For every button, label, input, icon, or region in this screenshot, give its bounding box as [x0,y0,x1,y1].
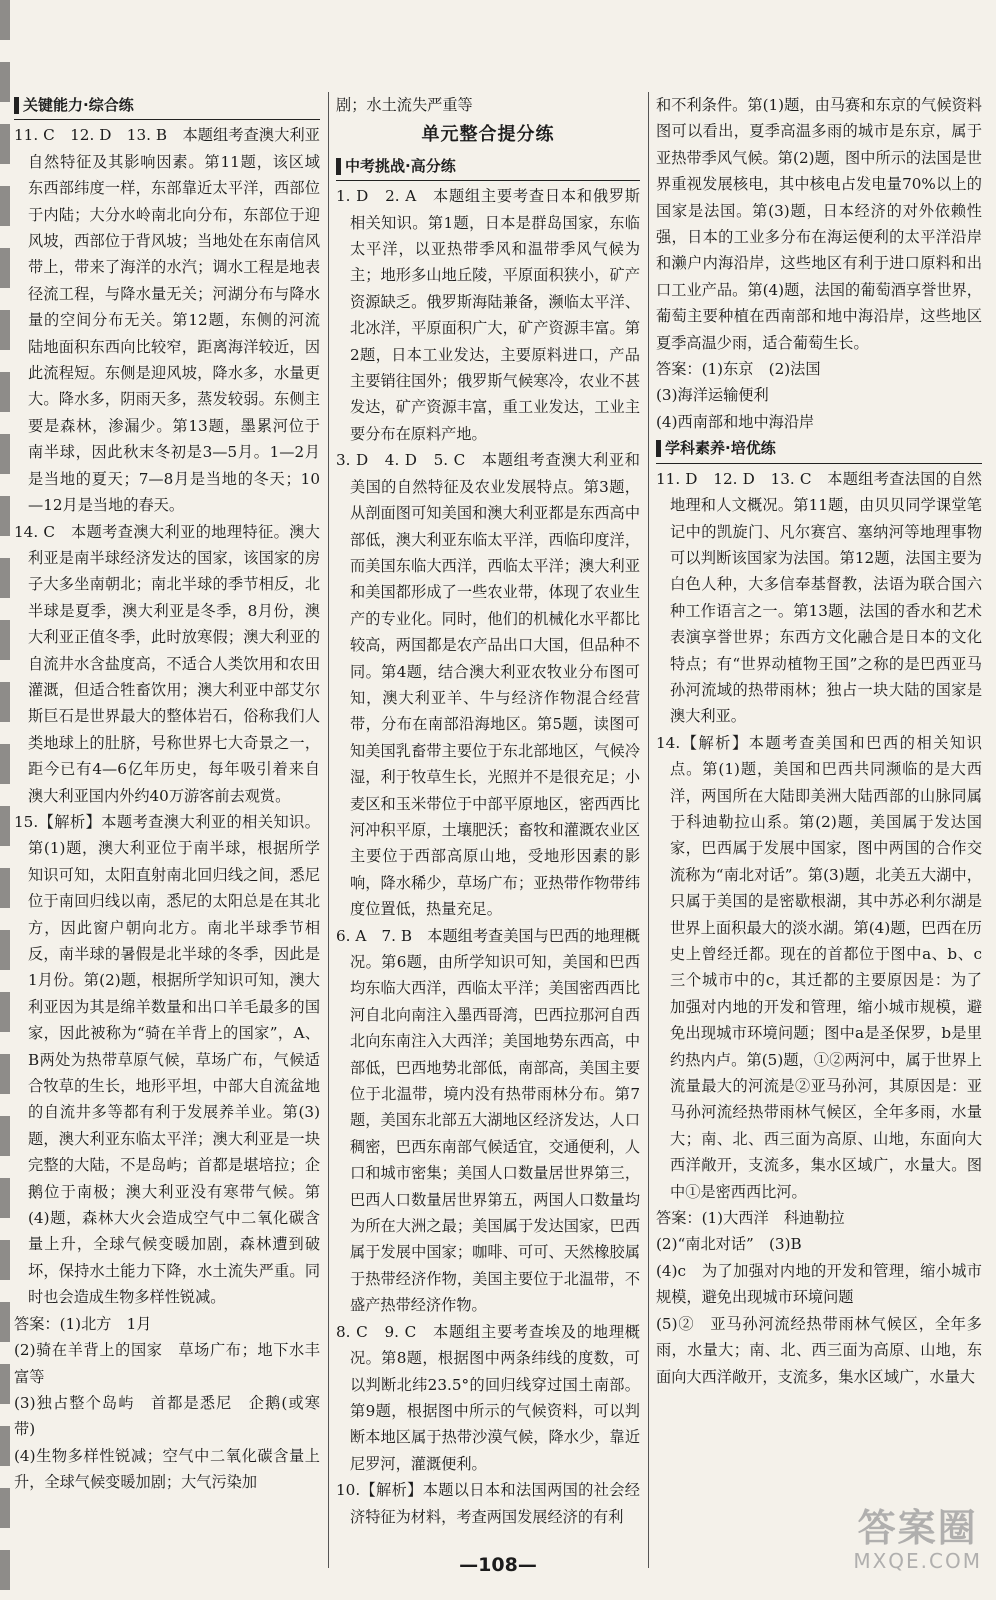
answer-paragraph: 1. D 2. A 本题组主要考查日本和俄罗斯相关知识。第1题，日本是群岛国家，东临太平洋，以亚热带季风和温带季风气候为主；地形多山地丘陵，平原面积狭小，矿产资源缺乏。俄罗斯海陆兼备，濒临太平洋、北冰洋，平原面积广大，矿产资源丰富。第2题，日本工业发达，主要原料进口，产品主要销往国外；俄罗斯气候寒冷，农业不甚发达，矿产资源丰富，重工业发达，工业主要分布在原料产地。 [336,187,640,443]
section-header-key-ability [14,92,320,120]
answer-line: (4)c 为了加强对内地的开发和管理，缩小城市规模，避免出现城市环境问题 [656,1261,982,1307]
section-marker-icon [656,440,661,457]
answer-line: (3)海洋运输便利 [656,386,769,405]
answer-paragraph: 11. D 12. D 13. C 本题组考查法国的自然地理和人文概况。第11题，由贝贝同学课堂笔记中的凯旋门、凡尔赛宫、塞纳河等地理事物可以判断该国家为法国。第12题，法国主要为白色人种，大多信奉基督教，法语为联合国六种工作语言之一。第13题，法国的香水和艺术表演享誉世界；东西方文化融合是日本的文化特点；有“世界动植物王国”之称的是巴西亚马孙河流域的热带雨林；独占一块大陆的国家是澳大利亚。 [656,469,982,726]
answer-line: 答案：(1)东京 (2)法国 [656,360,821,379]
answer-paragraph: 15.【解析】本题考查澳大利亚的相关知识。第(1)题，澳大利亚位于南半球，根据所学知识可知，太阳直射南北回归线之间，悉尼位于南回归线以南，悉尼的太阳总是在其北方，因此窗户朝向北方。南北半球季节相反，南半球的暑假是北半球的冬季，因此是1月份。第(2)题，根据所学知识可知，澳大利亚因为其是绵羊数量和出口羊毛最多的国家，因此被称为“骑在羊背上的国家”，A、B两处为热带草原气候，草场广布，气候适合牧草的生长，地形平坦，中部大自流盆地的自流井多等都有利于发展养羊业。第(3)题，澳大利亚东临太平洋；澳大利亚是一块完整的大陆，不是岛屿；首都是堪培拉；企鹅位于南极；澳大利亚没有寒带气候。第(4)题，森林大火会造成空气中二氧化碳含量上升，全球气候变暖加剧，森林遭到破坏，保持水土能力下降，水土流失严重。同时也会造成生物多样性锐减。 [14,812,320,1307]
continued-paragraph: 和不利条件。第(1)题，由马赛和东京的气候资料图可以看出，夏季高温多雨的城市是东京，属于亚热带季风气候。第(2)题，图中所示的法国是世界重视发展核电，其中核电占发电量70%以上的国家是法国。第(3)题，日本经济的对外依赖性强，日本的工业多分布在海运便利的太平洋沿岸和濑户内海沿岸，这些地区有利于进口原料和出口工业产品。第(4)题，法国的葡萄酒享誉世界，葡萄主要种植在西南部和地中海沿岸，这些地区夏季高温少雨，适合葡萄生长。 [656,96,982,352]
answer-paragraph: 11. C 12. D 13. B 本题组考查澳大利亚自然特征及其影响因素。第11题，该区域东西部纬度一样，东部靠近太平洋，西部位于内陆；大分水岭南北向分布，东部位于迎风坡，西部位于背风坡；当地处在东南信风带上，带来了海洋的水汽；调水工程是地表径流工程，与降水量无关；河湖分布与降水量的空间分布无关。第12题，东侧的河流陆地面积东西向比较窄，距离海洋较近，因此流程短。东侧是迎风坡，降水多，水量更大。降水多，阴雨天多，蒸发较弱。东侧主要是森林，渗漏少。第13题，墨累河位于南半球，因此秋末冬初是3—5月。1—2月是当地的夏天；7—8月是当地的冬天；10—12月是当地的春天。 [14,126,320,515]
section-title: 学科素养·培优练 [665,439,776,458]
answer-paragraph: 3. D 4. D 5. C 本题组考查澳大利亚和美国的自然特征及农业发展特点。第3题，从剖面图可知美国和澳大利亚都是东西高中部低，澳大利亚东临太平洋，西临印度洋，而美国东临大西洋，西临太平洋；澳大利亚和美国都形成了一些农业带，体现了农业生产的专业化。同时，他们的机械化水平都比较高，两国都是农产品出口大国，但品种不同。第4题，结合澳大利亚农牧业分布图可知，澳大利亚羊、牛与经济作物混合经营带，分布在南部沿海地区。第5题，读图可知美国乳畜带主要位于东北部地区，气候冷湿，利于牧草生长，光照并不是很充足；小麦区和玉米带位于中部平原地区，密西西比河冲积平原，土壤肥沃；畜牧和灌溉农业区主要位于西部高原山地，受地形因素的影响，降水稀少，草场广布；亚热带作物带纬度位置低，热量充足。 [336,451,640,919]
section-title: 中考挑战·高分练 [345,156,456,175]
column-right [656,92,982,1390]
watermark-url: MXQE.COM [853,1548,982,1573]
column-left [14,92,320,1496]
unit-title: 单元整合提分练 [421,124,555,146]
section-marker-icon [336,158,341,175]
column-divider-2 [648,92,649,1568]
watermark-text: 答案圈 [857,1506,978,1550]
answer-paragraph: 10.【解析】本题以日本和法国两国的社会经济特征为材料，考查两国发展经济的有利 [336,1481,640,1526]
answer-line: (5)② 亚马孙河流经热带雨林气候区，全年多雨，水量大；南、北、西三面为高原、山地，东面向大西洋敞开，支流多，集水区域广，水量大 [656,1314,982,1386]
answer-paragraph: 6. A 7. B 本题组考查美国与巴西的地理概况。第6题，由所学知识可知，美国和巴西均东临大西洋，西临太平洋；美国密西西比河自北向南注入墨西哥湾，巴西拉那河自西北向东南注入大西洋；美国地势东西高，中部低，巴西地势北部低，南部高，美国主要位于北温带，境内没有热带雨林分布。第7题，美国东北部五大湖地区经济发达，人口稠密，巴西东南部气候适宜，交通便利，人口和城市密集；美国人口数量居世界第三，巴西人口数量居世界第五，两国人口数量均为所在大洲之最；美国属于发达国家，巴西属于发展中国家；咖啡、可可、天然橡胶属于热带经济作物，美国主要位于北温带，不盛产热带经济作物。 [336,926,640,1315]
binding-edge [0,0,10,1600]
answer-line: (3)独占整个岛屿 首都是悉尼 企鹅(或寒带) [14,1393,320,1439]
answer-line: 答案：(1)北方 1月 [14,1314,152,1333]
answer-line: (2)“南北对话” (3)B [656,1235,802,1254]
section-header-exam-challenge [336,153,640,181]
answer-line: (4)生物多样性锐减；空气中二氧化碳含量上升，全球气候变暖加剧；大气污染加 [14,1446,320,1492]
continued-line: 剧；水土流失严重等 [336,96,473,114]
answer-line: 答案：(1)大西洋 科迪勒拉 [656,1209,845,1228]
column-divider-1 [328,92,329,1568]
page-number: —108— [459,1554,537,1576]
answer-paragraph: 14.【解析】本题考查美国和巴西的相关知识点。第(1)题，美国和巴西共同濒临的是大西洋，两国所在大陆即美洲大陆西部的山脉同属于科迪勒拉山系。第(2)题，美国属于发达国家，巴西属于发展中国家，图中两国的合作交流称为“南北对话”。第(3)题，北美五大湖中，只属于美国的是密歇根湖，其中苏必利尔湖是世界上面积最大的淡水湖。第(4)题，巴西在历史上曾经迁都。现在的首都位于图中a、b、c三个城市中的c，其迁都的主要原因是：为了加强对内地的开发和管理，缩小城市规模，避免出现城市环境问题；图中a是圣保罗，b是里约热内卢。第(5)题，①②两河中，属于世界上流量最大的河流是②亚马孙河，其原因是：亚马孙河流经热带雨林气候区，全年多雨，水量大；南、北、西三面为高原、山地，东面向大西洋敞开，支流多，集水区域广，水量大。图中①是密西西比河。 [656,733,982,1201]
section-marker-icon [14,97,19,114]
column-middle [336,92,640,1530]
answer-line: (4)西南部和地中海沿岸 [656,412,815,431]
section-title: 关键能力·综合练 [23,96,134,114]
answer-paragraph: 14. C 本题考查澳大利亚的地理特征。澳大利亚是南半球经济发达的国家，该国家的房子大多坐南朝北；南北半球的季节相反，北半球是夏季，澳大利亚是冬季，8月份，澳大利亚正值冬季，此时放寒假；澳大利亚的自流井水含盐度高，不适合人类饮用和农田灌溉，但适合牲畜饮用；澳大利亚中部艾尔斯巨石是世界最大的整体岩石，俗称我们人类地球上的肚脐，号称世界七大奇景之一，距今已有4—6亿年历史，每年吸引着来自澳大利亚国内外约40万游客前去观赏。 [14,522,320,805]
section-header-subject-literacy [656,435,982,463]
answer-line: (2)骑在羊背上的国家 草场广布；地下水丰富等 [14,1341,320,1386]
watermark-logo [853,1508,982,1572]
answer-paragraph: 8. C 9. C 本题组主要考查埃及的地理概况。第8题，根据图中两条纬线的度数，可以判断北纬23.5°的回归线穿过国土南部。第9题，根据图中所示的气候资料，可以判断本地区属于热带沙漠气候，降水少，靠近尼罗河，灌溉便利。 [336,1322,640,1473]
